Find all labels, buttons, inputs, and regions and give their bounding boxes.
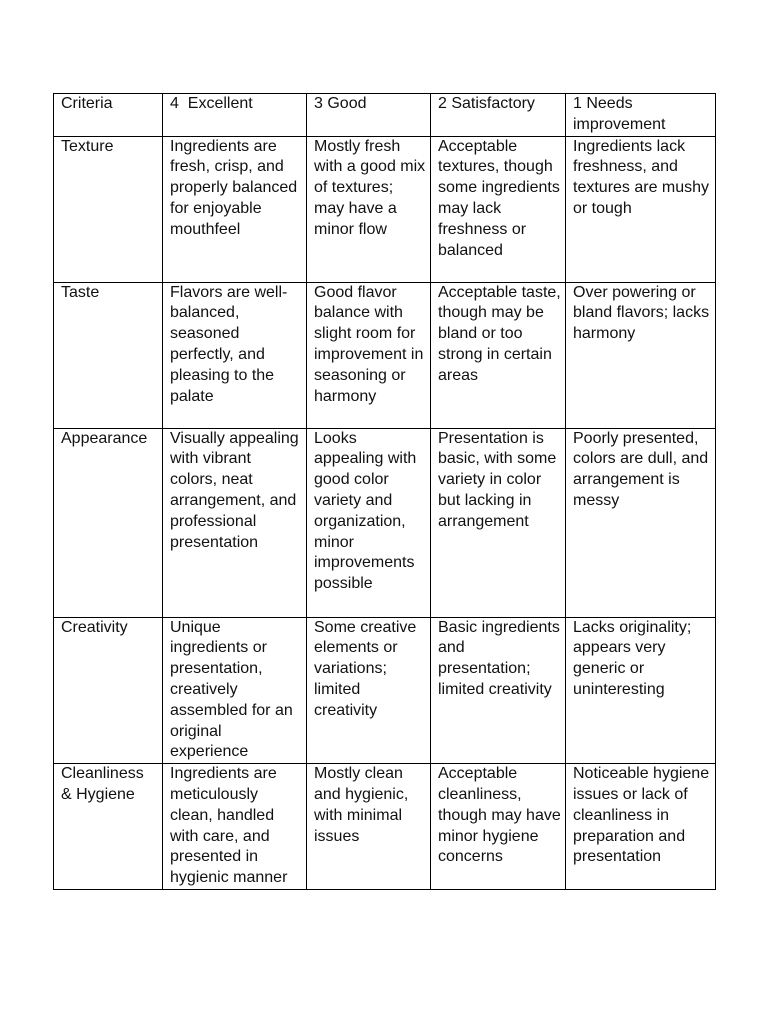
table-row (54, 617, 716, 764)
header-needs-improvement: 1 Needs improvement (566, 94, 716, 137)
satisfactory-cell: Acceptable taste, though may be bland or too strong in certain areas (431, 282, 566, 428)
criterion-cell: Cleanliness & Hygiene (54, 764, 163, 890)
needs-improvement-cell: Over powering or bland flavors; lacks harmony (566, 282, 716, 428)
good-cell: Good flavor balance with slight room for improvement in seasoning or harmony (307, 282, 431, 428)
criterion-cell: Texture (54, 136, 163, 282)
good-cell: Mostly fresh with a good mix of textures; may have a minor flow (307, 136, 431, 282)
satisfactory-cell: Acceptable cleanliness, though may have minor hygiene concerns (431, 764, 566, 890)
needs-improvement-cell: Poorly presented, colors are dull, and arrangement is messy (566, 428, 716, 617)
needs-improvement-cell: Lacks originality; appears very generic or uninteresting (566, 617, 716, 764)
excellent-cell: Unique ingredients or presentation, creatively assembled for an original experience (163, 617, 307, 764)
excellent-cell: Visually appealing with vibrant colors, neat arrangement, and professional presentation (163, 428, 307, 617)
header-good: 3 Good (307, 94, 431, 137)
excellent-cell: Ingredients are fresh, crisp, and properly balanced for enjoyable mouthfeel (163, 136, 307, 282)
rubric-table (53, 93, 716, 890)
satisfactory-cell: Acceptable textures, though some ingredients may lack freshness or balanced (431, 136, 566, 282)
excellent-cell: Ingredients are meticulously clean, handled with care, and presented in hygienic manner (163, 764, 307, 890)
header-satisfactory: 2 Satisfactory (431, 94, 566, 137)
good-cell: Some creative elements or variations; limited creativity (307, 617, 431, 764)
excellent-cell: Flavors are well-balanced, seasoned perfectly, and pleasing to the palate (163, 282, 307, 428)
needs-improvement-cell: Ingredients lack freshness, and textures are mushy or tough (566, 136, 716, 282)
criterion-cell: Taste (54, 282, 163, 428)
satisfactory-cell: Presentation is basic, with some variety in color but lacking in arrangement (431, 428, 566, 617)
satisfactory-cell: Basic ingredients and presentation; limited creativity (431, 617, 566, 764)
header-row (54, 94, 716, 137)
header-criteria: Criteria (54, 94, 163, 137)
table-row (54, 136, 716, 282)
good-cell: Mostly clean and hygienic, with minimal issues (307, 764, 431, 890)
criterion-cell: Appearance (54, 428, 163, 617)
good-cell: Looks appealing with good color variety and organization, minor improvements possible (307, 428, 431, 617)
needs-improvement-cell: Noticeable hygiene issues or lack of cleanliness in preparation and presentation (566, 764, 716, 890)
table-row (54, 428, 716, 617)
criterion-cell: Creativity (54, 617, 163, 764)
header-excellent: 4 Excellent (163, 94, 307, 137)
table-row (54, 282, 716, 428)
table-row (54, 764, 716, 890)
